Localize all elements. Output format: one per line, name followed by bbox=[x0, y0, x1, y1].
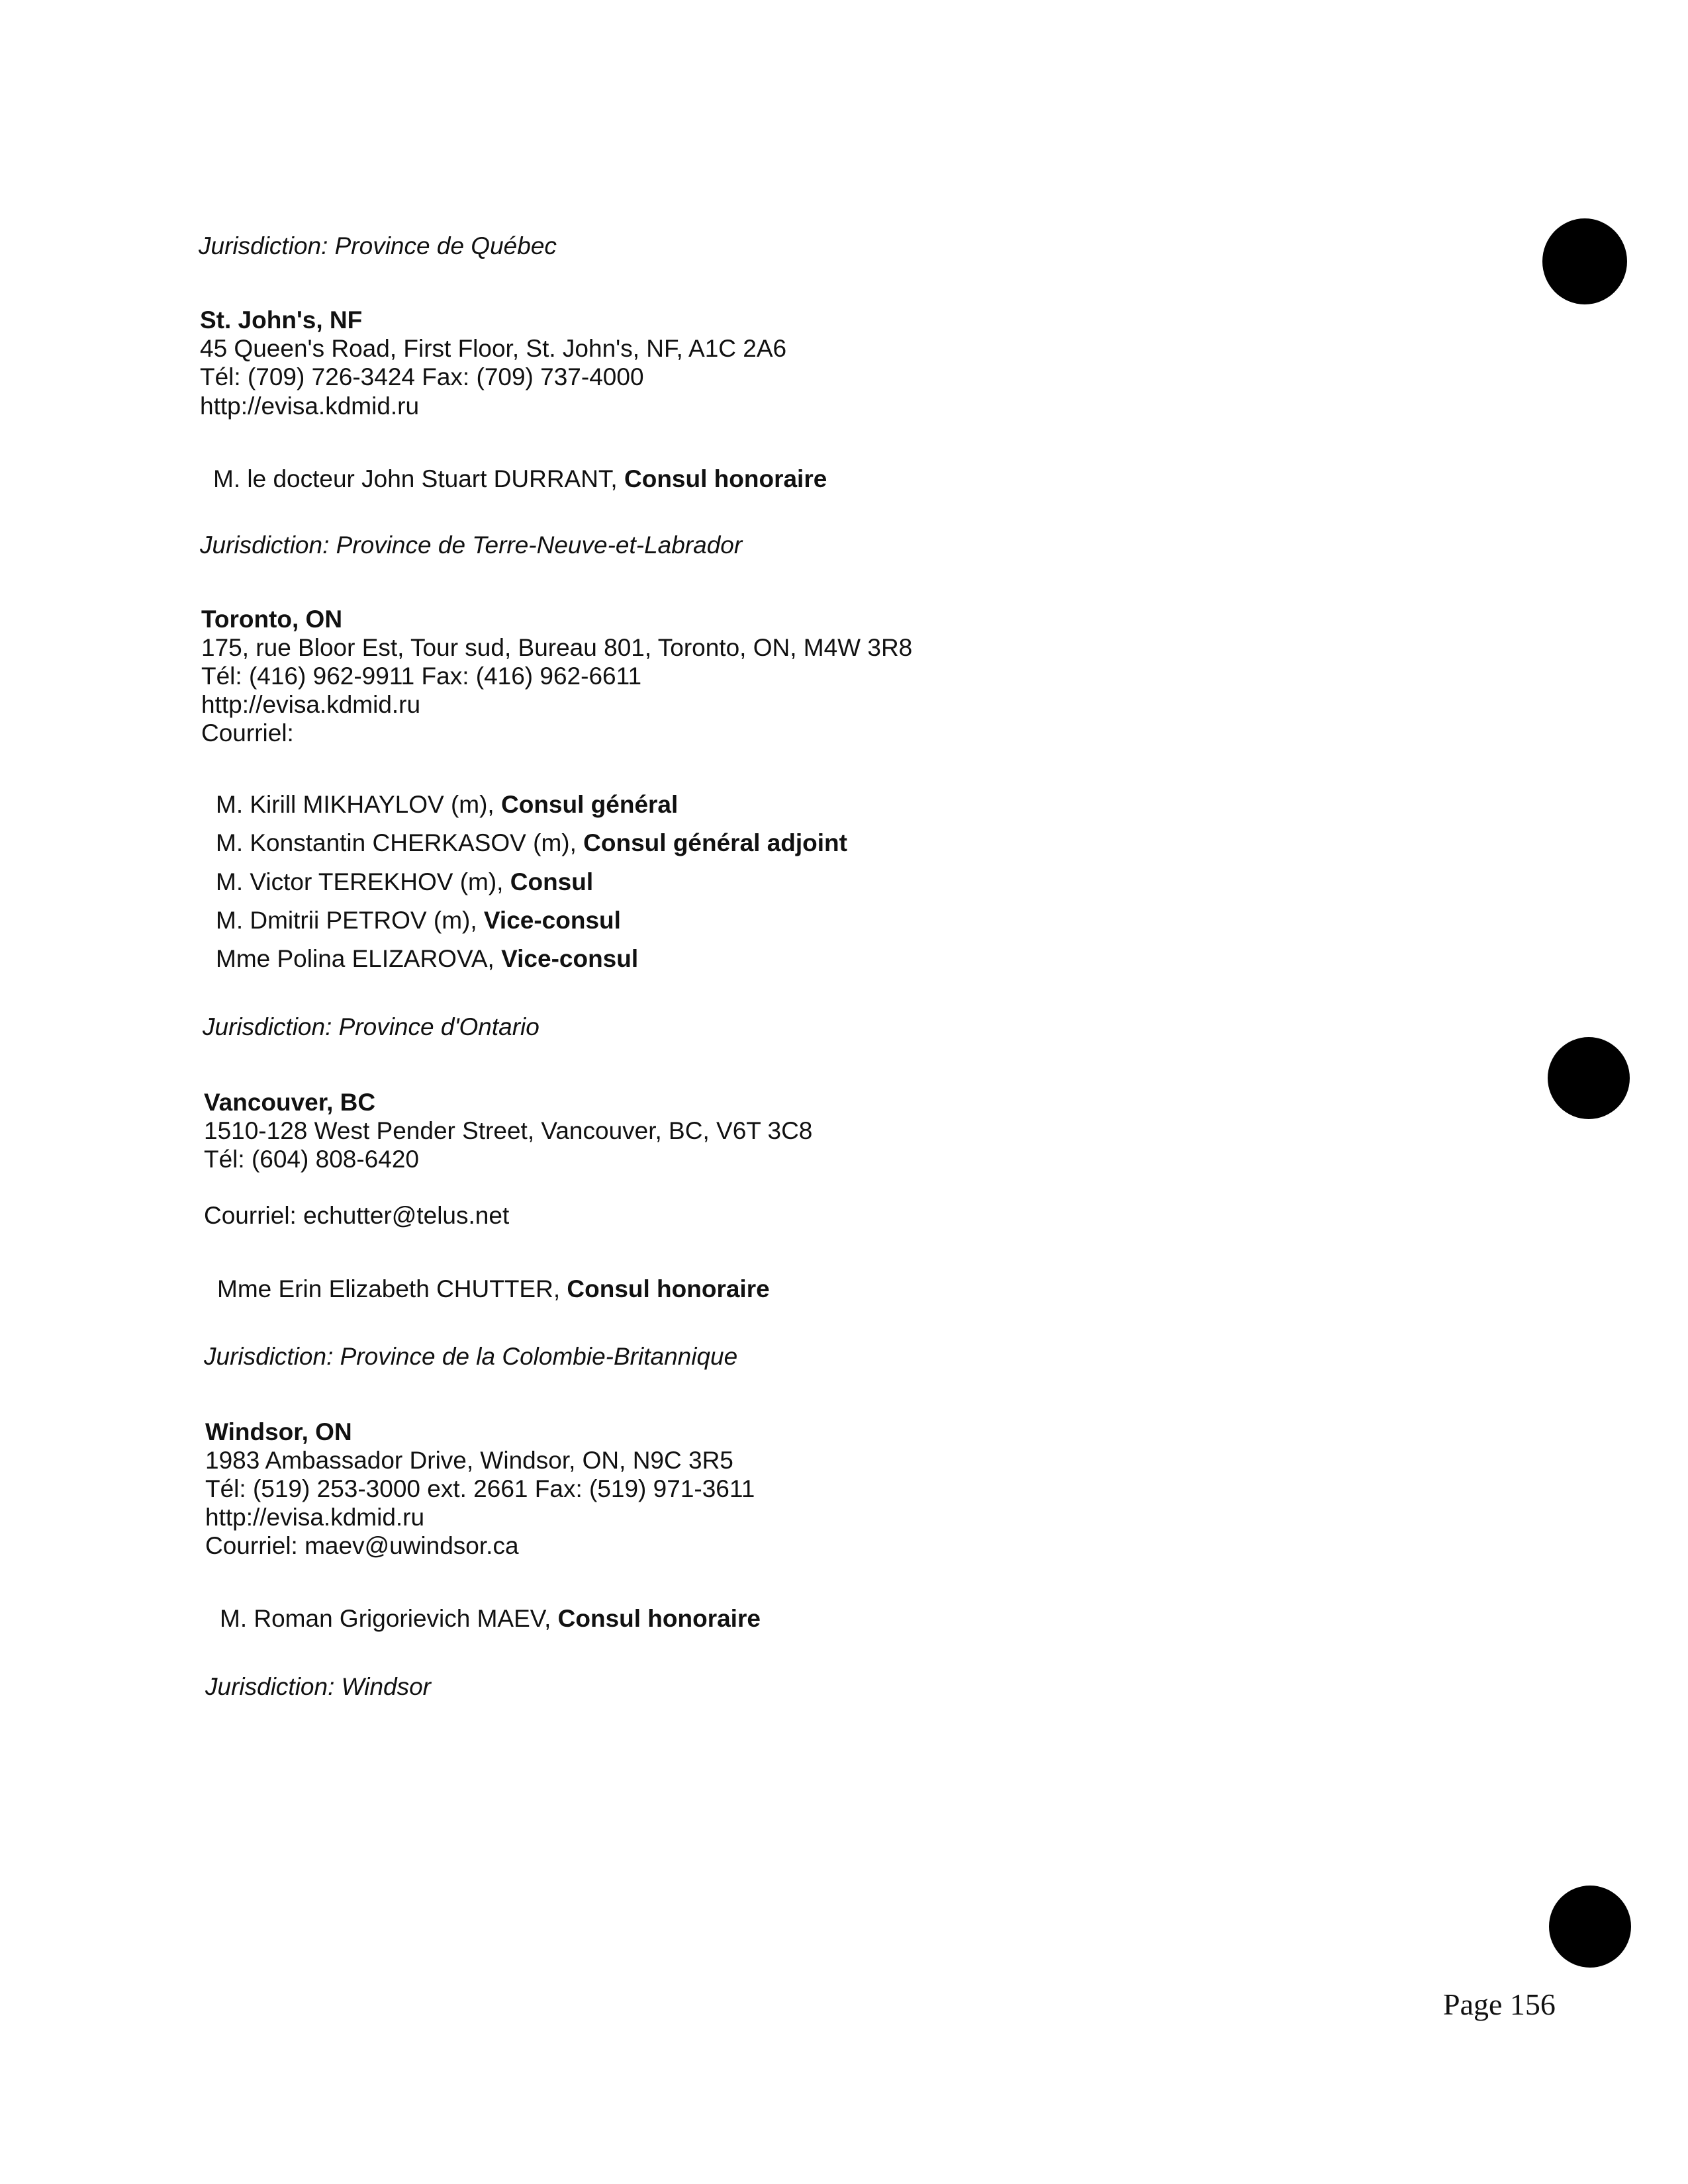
punch-hole-bottom bbox=[1549, 1886, 1631, 1968]
vancouver-phone: Tél: (604) 808-6420 bbox=[204, 1146, 419, 1173]
official-name: M. Victor TEREKHOV (m), bbox=[216, 868, 510, 895]
toronto-official bbox=[216, 906, 621, 935]
official-title: Consul honoraire bbox=[567, 1275, 770, 1302]
official-name: Mme Polina ELIZAROVA, bbox=[216, 945, 502, 972]
official-title: Consul honoraire bbox=[557, 1605, 761, 1632]
stjohns-address: 45 Queen's Road, First Floor, St. John's, NF, A1C 2A6 bbox=[200, 335, 787, 362]
stjohns-official bbox=[213, 465, 827, 494]
official-name: Mme Erin Elizabeth CHUTTER, bbox=[217, 1275, 567, 1302]
windsor-city-heading: Windsor, ON bbox=[205, 1418, 352, 1445]
official-name: M. Konstantin CHERKASOV (m), bbox=[216, 829, 584, 856]
vancouver-email: Courriel: echutter@telus.net bbox=[204, 1202, 510, 1229]
windsor-jurisdiction: Jurisdiction: Windsor bbox=[205, 1673, 432, 1700]
punch-hole-middle bbox=[1548, 1037, 1630, 1119]
stjohns-jurisdiction: Jurisdiction: Province de Terre-Neuve-et-Labrador bbox=[200, 531, 743, 559]
official-name: M. Kirill MIKHAYLOV (m), bbox=[216, 791, 501, 818]
stjohns-city-heading: St. John's, NF bbox=[200, 306, 363, 334]
official-title: Vice-consul bbox=[501, 945, 639, 972]
stjohns-phone-fax: Tél: (709) 726-3424 Fax: (709) 737-4000 bbox=[200, 363, 644, 390]
toronto-address: 175, rue Bloor Est, Tour sud, Bureau 801, Toronto, ON, M4W 3R8 bbox=[201, 634, 913, 661]
official-title: Consul général adjoint bbox=[583, 829, 847, 856]
vancouver-address: 1510-128 West Pender Street, Vancouver, BC, V6T 3C8 bbox=[204, 1117, 813, 1144]
official-name: M. Roman Grigorievich MAEV, bbox=[220, 1605, 558, 1632]
toronto-official bbox=[216, 829, 847, 858]
toronto-email: Courriel: bbox=[201, 719, 294, 747]
toronto-city-heading: Toronto, ON bbox=[201, 606, 343, 633]
toronto-phone-fax: Tél: (416) 962-9911 Fax: (416) 962-6611 bbox=[201, 662, 642, 690]
official-name: M. le docteur John Stuart DURRANT, bbox=[213, 465, 624, 492]
windsor-address: 1983 Ambassador Drive, Windsor, ON, N9C 3R5 bbox=[205, 1447, 733, 1474]
vancouver-official bbox=[217, 1275, 770, 1304]
toronto-website: http://evisa.kdmid.ru bbox=[201, 691, 421, 718]
vancouver-city-heading: Vancouver, BC bbox=[204, 1089, 376, 1116]
vancouver-jurisdiction: Jurisdiction: Province de la Colombie-Britannique bbox=[204, 1343, 738, 1370]
quebec-jurisdiction: Jurisdiction: Province de Québec bbox=[199, 232, 557, 259]
stjohns-website: http://evisa.kdmid.ru bbox=[200, 392, 420, 420]
windsor-website: http://evisa.kdmid.ru bbox=[205, 1504, 425, 1531]
page-number: Page 156 bbox=[1443, 1987, 1556, 2021]
punch-hole-top bbox=[1542, 218, 1627, 304]
official-title: Consul honoraire bbox=[624, 465, 827, 492]
official-title: Consul bbox=[510, 868, 594, 895]
toronto-official bbox=[216, 868, 593, 897]
official-name: M. Dmitrii PETROV (m), bbox=[216, 907, 484, 934]
toronto-jurisdiction: Jurisdiction: Province d'Ontario bbox=[203, 1013, 539, 1040]
windsor-official bbox=[220, 1604, 761, 1633]
official-title: Consul général bbox=[501, 791, 679, 818]
toronto-official bbox=[216, 790, 678, 819]
windsor-email: Courriel: maev@uwindsor.ca bbox=[205, 1532, 519, 1559]
toronto-official bbox=[216, 944, 638, 974]
official-title: Vice-consul bbox=[483, 907, 621, 934]
windsor-phone-fax: Tél: (519) 253-3000 ext. 2661 Fax: (519) 971-3611 bbox=[205, 1475, 755, 1502]
